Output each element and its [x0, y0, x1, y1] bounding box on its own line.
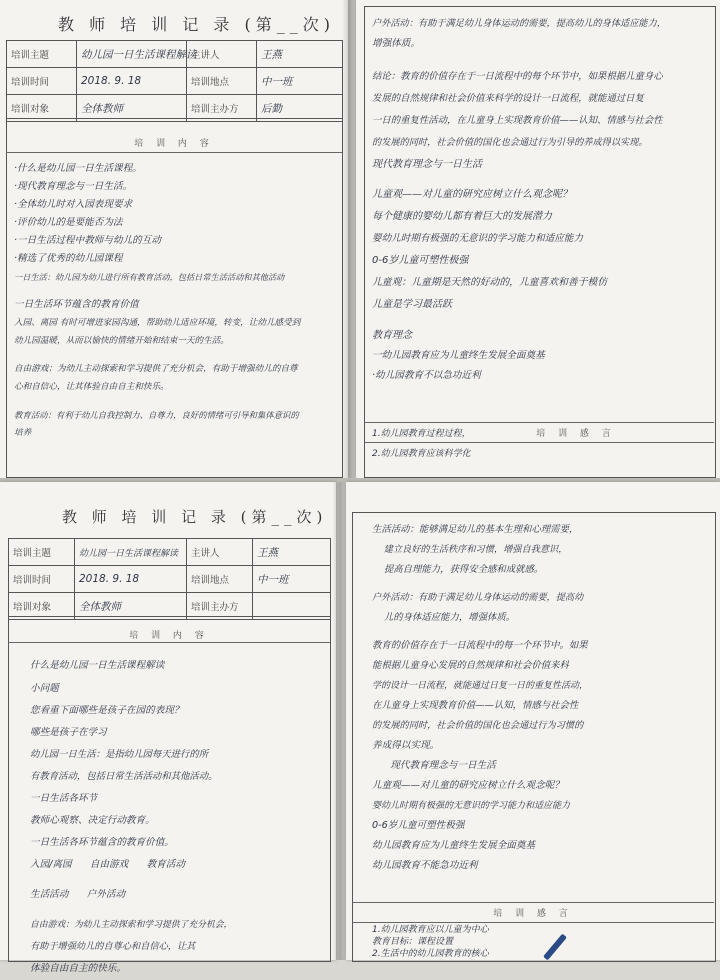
- organizer-value: 后勤: [257, 95, 343, 122]
- feeling-line: 1.幼儿园教育过程过程，: [372, 429, 471, 439]
- time-value: 2018. 9. 18: [77, 68, 187, 95]
- content-line: 学的设计一日流程，就能通过日复一日的重复性活动，: [372, 681, 589, 691]
- content-line: [14, 350, 340, 360]
- feeling-rule-bottom: [352, 922, 714, 923]
- content-line: [372, 176, 710, 184]
- time-label: 培训时间: [7, 68, 77, 95]
- content-line: 一日的重复性活动，在儿童身上实现教育价值——认知、情感与社会性: [372, 115, 663, 126]
- content-line: 生活活动 户外活动: [30, 889, 126, 900]
- top-left-page: [0, 0, 348, 478]
- content-line: 发展的自然规律和社会价值来科学的设计一日流程，就能通过日复: [372, 93, 644, 104]
- content-line: 自由游戏：为幼儿主动探索和学习提供了充分机会，有助于增强幼儿的自尊: [14, 364, 298, 374]
- content-line: 能根据儿童身心发展的自然规律和社会价值来科: [372, 660, 569, 671]
- content-lines: [372, 14, 710, 386]
- content-line: ·现代教育理念与一日生活。: [14, 181, 133, 192]
- content-line: 体验自由自主的快乐。: [30, 963, 126, 974]
- top-right-page: [356, 0, 720, 478]
- feeling-rule-top: [364, 422, 714, 423]
- content-line: 幼儿园教育应为儿童终生发展全面奠基: [372, 840, 536, 851]
- target-label: 培训对象: [9, 593, 75, 620]
- content-line: 幼儿园教育不能急功近利: [372, 860, 478, 871]
- organizer-label: 培训主办方: [187, 593, 253, 620]
- content-line: [30, 906, 326, 914]
- lecturer-label: 主讲人: [187, 539, 253, 566]
- content-line: ·精选了优秀的幼儿园课程: [14, 253, 123, 264]
- content-line: 教师心观察、决定行动教育。: [30, 815, 155, 826]
- feeling-line: 教育目标：课程设置: [372, 937, 454, 947]
- lecturer-value: 王燕: [253, 539, 331, 566]
- content-line: 结论：教育的价值存在于一日流程中的每个环节中，如果根据儿童身心: [372, 71, 663, 82]
- content-line: 一日生活各环节蕴含的教育价值。: [30, 837, 174, 848]
- bottom-left-page: [0, 482, 336, 974]
- content-line: 的发展的同时，社会价值的国化也会通过行为引导的养成得以实现。: [372, 137, 648, 148]
- content-title: 培 训 内 容: [129, 631, 209, 641]
- top-spine: [343, 0, 357, 478]
- content-line: 自由游戏：为幼儿主动探索和学习提供了充分机会，: [30, 920, 233, 930]
- content-line: [14, 396, 340, 406]
- content-line: 入园、离园 有时可增进家园沟通，帮助幼儿适应环境，转变，让幼儿感受到: [14, 318, 301, 328]
- content-line: 一幼儿园教育应为儿童终生发展全面奠基: [372, 350, 545, 361]
- content-line: 儿童观——对儿童的研究应树立什么观念呢？: [372, 780, 564, 791]
- content-line: 儿童观：儿童期是天然的好动的，儿童喜欢和善于模仿: [372, 277, 608, 288]
- content-line: 一日生活各环节: [30, 793, 98, 804]
- organizer-label: 培训主办方: [187, 95, 257, 122]
- content-line: 教育活动：有利于幼儿自我控制力、自尊力，良好的情绪可引导和集体意识的: [14, 410, 299, 420]
- content-line: 培养: [14, 428, 32, 438]
- content-line: 0-6岁儿童可塑性极强: [372, 820, 465, 831]
- time-value: 2018. 9. 18: [75, 566, 187, 593]
- topic-label: 培训主题: [9, 539, 75, 566]
- content-line: 户外活动：有助于满足幼儿身体运动的需要，提高幼: [372, 592, 584, 603]
- record-title: 教 师 培 训 记 录 (第__次): [62, 508, 328, 526]
- content-line: ·评价幼儿的是要能否为法: [14, 217, 123, 228]
- feeling-line: 2.幼儿园教育应该科学化: [372, 449, 471, 459]
- content-title: 培 训 内 容: [134, 139, 214, 149]
- topic-value: 幼儿园一日生活课程解读: [75, 539, 187, 566]
- content-line: 建立良好的生活秩序和习惯，增强自我意识，: [372, 544, 568, 555]
- top-photo: [0, 0, 720, 478]
- bottom-photo: [0, 482, 720, 974]
- target-value: 全体教师: [75, 593, 187, 620]
- target-value: 全体教师: [77, 95, 187, 122]
- content-line: 生活活动：能够满足幼儿的基本生理和心理需要，: [372, 524, 579, 535]
- content-line: ·幼儿园教育不以急功近利: [372, 370, 481, 381]
- content-line: 婴幼儿时期有极强的无意识的学习能力和适应能力: [372, 801, 571, 811]
- content-lines: [30, 654, 326, 980]
- content-lines: [14, 160, 340, 442]
- topic-value: 幼儿园一日生活课程解读: [77, 41, 187, 68]
- feeling-line: 1.幼儿园教育应以儿童为中心: [372, 925, 489, 935]
- content-line: 儿的身体适应能力，增强体质。: [372, 612, 516, 623]
- content-line: 幼儿园温暖，从而以愉快的情绪开始和结束一天的生活。: [14, 336, 229, 346]
- content-line: 的发展的同时，社会价值的国化也会通过行为习惯的: [372, 720, 584, 731]
- content-line: 在儿童身上实现教育价值——认知，情感与社会性: [372, 700, 579, 711]
- content-line: 教育的价值存在于一日流程中的每一个环节中。如果: [372, 640, 588, 651]
- content-line: 有教育活动，包括日常生活活动和其他活动。: [30, 771, 218, 782]
- content-line: 儿童是学习最活跃: [372, 299, 452, 310]
- content-line: 一日生活：幼儿园为幼儿进行所有教育活动，包括日常生活活动和其他活动: [14, 272, 285, 282]
- lecturer-value: 王燕: [257, 41, 343, 68]
- info-table: [6, 40, 343, 122]
- content-line: 每个健康的婴幼儿都有着巨大的发展潜力: [372, 211, 552, 222]
- place-value: 中一班: [257, 68, 343, 95]
- target-label: 培训对象: [7, 95, 77, 122]
- bottom-right-page: [346, 482, 720, 960]
- content-line: 哪些是孩子在学习: [30, 727, 107, 738]
- content-line: 养成得以实现。: [372, 740, 440, 751]
- content-title-rule: [8, 642, 330, 643]
- content-line: [14, 286, 340, 296]
- time-label: 培训时间: [9, 566, 75, 593]
- content-line: 您看重下面哪些是孩子在园的表现？: [30, 705, 184, 716]
- content-line: 一日生活环节蕴含的教育价值: [14, 299, 139, 310]
- feeling-rule-top: [352, 902, 714, 903]
- content-line: 现代教育理念与一日生活: [372, 760, 496, 771]
- content-lines: [372, 520, 712, 876]
- place-label: 培训地点: [187, 566, 253, 593]
- record-title: 教 师 培 训 记 录 (第__次): [58, 15, 336, 34]
- content-line: 教育理念: [372, 330, 412, 341]
- content-line: [372, 628, 712, 636]
- content-line: 增强体质。: [372, 38, 420, 49]
- content-line: 入园/离园 自由游戏 教育活动: [30, 859, 185, 870]
- content-line: 现代教育理念与一日生活: [372, 159, 482, 170]
- content-line: [372, 54, 710, 66]
- content-line: 小问题: [30, 683, 59, 694]
- content-line: 婴幼儿时期有极强的无意识的学习能力和适应能力: [372, 233, 584, 244]
- info-table: [8, 538, 331, 620]
- content-line: 儿童观——对儿童的研究应树立什么观念呢？: [372, 189, 572, 200]
- place-label: 培训地点: [187, 68, 257, 95]
- content-title-rule: [6, 152, 342, 153]
- feeling-lines: [372, 924, 672, 960]
- content-line: 0-6岁儿童可塑性极强: [372, 255, 469, 266]
- content-line: 幼儿园一日生活：是指幼儿园每天进行的所: [30, 749, 209, 760]
- feeling-title: 培 训 感 言: [536, 429, 616, 439]
- feeling-title: 培 训 感 言: [493, 909, 573, 919]
- content-line: 什么是幼儿园一日生活课程解读: [30, 660, 165, 671]
- content-line: 心和自信心，让其体验自由自主和快乐。: [14, 382, 169, 392]
- content-line: [372, 580, 712, 588]
- place-value: 中一班: [253, 566, 331, 593]
- content-line: ·一日生活过程中教师与幼儿的互动: [14, 235, 161, 246]
- content-line: ·什么是幼儿园一日生活课程。: [14, 163, 142, 174]
- content-line: ·全体幼儿时对入园表现要求: [14, 199, 133, 210]
- content-line: 提高自理能力，获得安全感和成就感。: [372, 564, 544, 575]
- feeling-line: 2.生活中的幼儿园教育的核心: [372, 949, 489, 959]
- content-line: [30, 876, 326, 884]
- feeling-lines: [372, 424, 522, 464]
- bottom-spine: [333, 482, 347, 960]
- content-line: 有助于增强幼儿的自尊心和自信心，让其: [30, 941, 196, 952]
- topic-label: 培训主题: [7, 41, 77, 68]
- lecturer-label: 主讲人: [187, 41, 257, 68]
- content-line: [372, 316, 710, 326]
- content-line: 户外活动：有助于满足幼儿身体运动的需要，提高幼儿的身体适应能力，: [372, 18, 666, 29]
